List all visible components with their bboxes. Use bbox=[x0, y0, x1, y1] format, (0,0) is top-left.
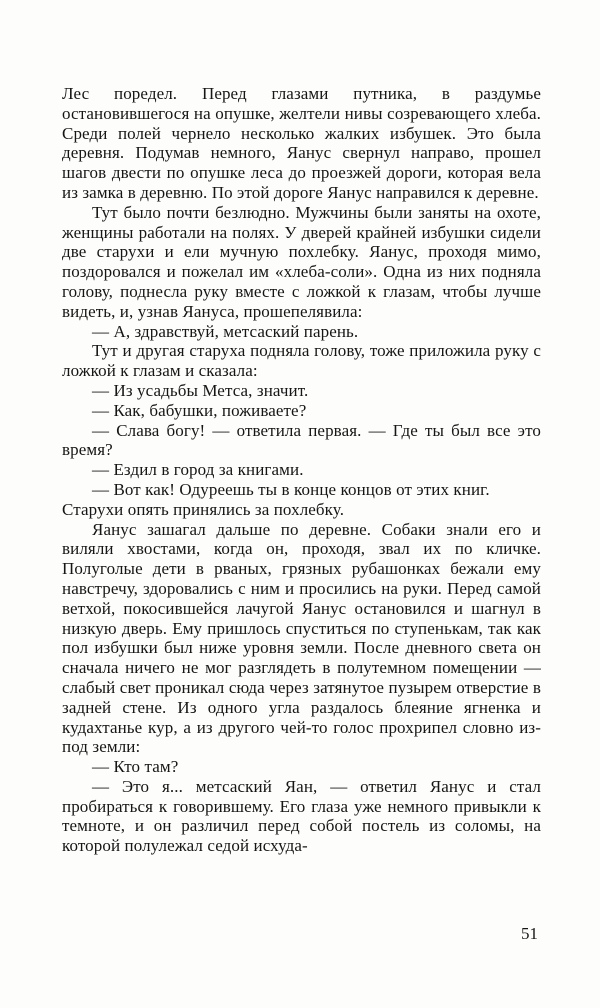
page-number: 51 bbox=[521, 924, 538, 943]
paragraph: — Кто там? bbox=[92, 757, 179, 777]
paragraph: — Это я... метсаский Яан, — ответил Яанус и стал пробираться к говорившему. Его глаза уже немного привыкли к темноте, и он различил перед собой постель из соломы, на которой полулежал седой исхуда- bbox=[62, 776, 541, 856]
paragraph: — Как, бабушки, поживаете? bbox=[92, 400, 307, 420]
paragraph: Яанус зашагал дальше по деревне. Собаки знали его и виляли хвостами, когда он, проходя, звал их по кличке. Полуголые дети в рваных, грязных рубашонках бежали ему навстречу, здоровались с ним и просились на руки. Перед самой ветхой, покосившейся лачугой Яанус остановился и шагнул в низкую дверь. Ему пришлось спуститься по ступенькам, так как пол избушки был ниже уровня земли. После дневного света он сначала ничего не мог разглядеть в полутемном помещении — слабый свет проникал сюда через затянутое пузырем отверстие в задней стене. Из одного угла раздалось блеяние ягненка и кудахтанье кур, а из другого чей-то голос прохрипел словно из-под земли: bbox=[62, 519, 541, 757]
paragraph: — Ездил в город за книгами. bbox=[92, 460, 304, 480]
paragraph: Тут и другая старуха подняла голову, тоже приложила руку с ложкой к глазам и сказала: bbox=[62, 341, 541, 381]
page-text bbox=[62, 84, 541, 856]
paragraph: Лес поредел. Перед глазами путника, в раздумье остановившегося на опушке, желтели нивы созревающего хлеба. Среди полей чернело несколько жалких избушек. Это была деревня. Подумав немного, Яанус свернул направо, прошел шагов двести по опушке леса до проезжей дороги, которая вела из замка в деревню. По этой дороге Яанус направился к деревне. bbox=[62, 84, 541, 202]
paragraph: — Вот как! Одуреешь ты в конце концов от этих книг. bbox=[92, 479, 490, 499]
paragraph: Тут было почти безлюдно. Мужчины были заняты на охоте, женщины работали на полях. У дверей крайней избушки сидели две старухи и ели мучную похлебку. Яанус, проходя мимо, поздоровался и пожелал им «хлеба-соли». Одна из них подняла голову, поднесла руку вместе с ложкой к глазам, чтобы лучше видеть, и, узнав Яануса, прошепелявила: bbox=[62, 202, 541, 321]
paragraph: — А, здравствуй, метсаский парень. bbox=[92, 321, 359, 341]
paragraph: — Слава богу! — ответила первая. — Где ты был все это время? bbox=[62, 420, 541, 460]
paragraph: Старухи опять принялись за похлебку. bbox=[62, 499, 345, 519]
paragraph: — Из усадьбы Метса, значит. bbox=[92, 380, 309, 400]
